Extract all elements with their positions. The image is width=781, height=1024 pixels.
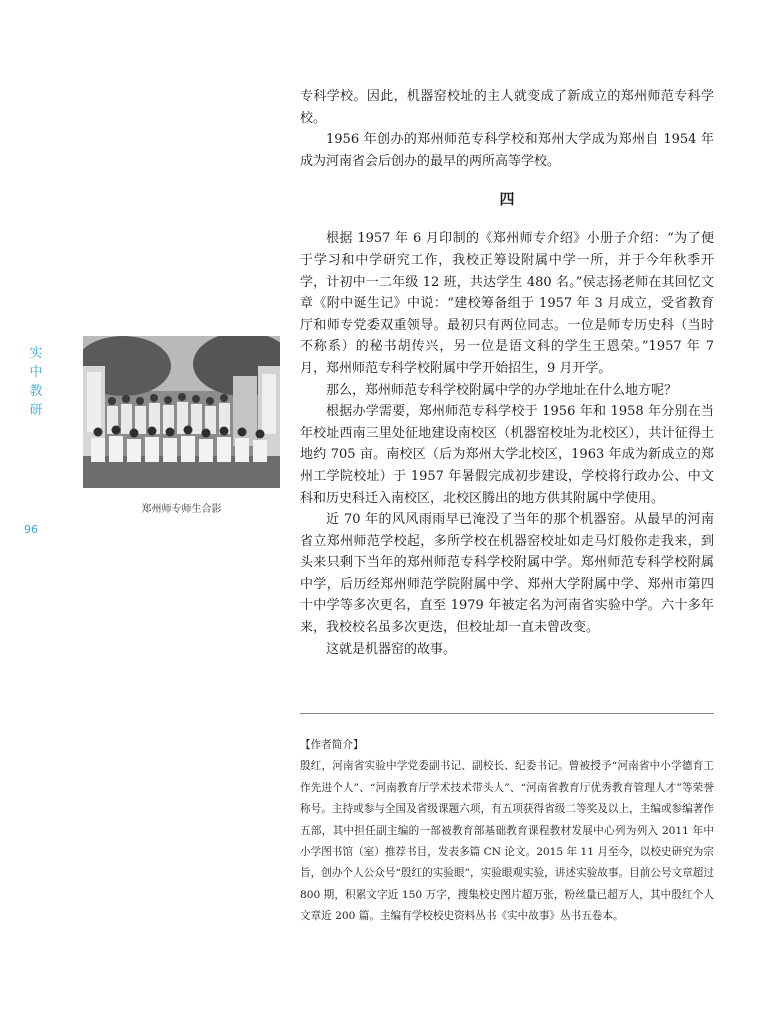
page-number: 96 — [24, 523, 38, 536]
author-divider — [300, 713, 714, 714]
paragraph-5: 根据办学需要，郑州师范专科学校于 1956 年和 1958 年分别在当年校址西南三里处征地建设南校区（机器窑校址为北校区），共计征得土地约 705 亩。南校区（后为郑州大学北校区，1963 年成为新成立的郑州工学院校址）于 1957 年暑假完成初步建设，学校将行政办公、中文科和历史科迁入南校区，北校区腾出的地方供其附属中学使用。 — [300, 404, 714, 506]
group-photo — [83, 336, 280, 488]
paragraph-1: 专科学校。因此，机器窑校址的主人就变成了新成立的郑州师范专科学校。 — [300, 89, 714, 126]
author-bio-text: 殷红，河南省实验中学党委副书记、副校长、纪委书记。曾被授予“河南省中小学德育工作先进个人”、“河南教育厅学术技术带头人”、“河南省教育厅优秀教育管理人才”等荣誉称号。主持或参与全国及省级课题六项，有五项获得省级二等奖及以上，主编或参编著作五部，其中担任副主编的一部被教育部基础教育课程教材发展中心列为列入 2011 年中小学图书馆（室）推荐书目，发表多篇 CN 论文。2015 年 11 月至今，以校史研究为宗旨，创办个人公众号“殷红的实验眼”，实验眼观实验，讲述实验故事。目前公号文章超过 800 期，积累文字近 150 万字，搜集校史图片超万张，粉丝量已超万人，其中殷红个人文章近 200 篇。主编有学校校史资料丛书《实中故事》丛书五卷本。 — [300, 760, 714, 923]
group-photo-image — [83, 336, 280, 488]
author-bio — [300, 735, 714, 928]
paragraph-7: 这就是机器窑的故事。 — [326, 641, 457, 657]
photo-caption: 郑州师专师生合影 — [141, 504, 222, 515]
paragraph-2: 1956 年创办的郑州师范专科学校和郑州大学成为郑州自 1954 年成为河南省会后创办的最早的两所高等学校。 — [300, 132, 714, 169]
side-label-text: 实 中 教 研 — [29, 346, 43, 418]
paragraph-4: 那么，郑州师范专科学校附属中学的办学地址在什么地方呢？ — [326, 382, 678, 398]
journal-side-label — [28, 344, 44, 420]
paragraph-6: 近 70 年的风风雨雨早已淹没了当年的那个机器窑。从最早的河南省立郑州师范学校起，多所学校在机器窑校址如走马灯般你走我来，到头来只剩下当年的郑州师范专科学校附属中学。郑州师范专科学校附属中学，后历经郑州师范学院附属中学、郑州大学附属中学、郑州市第四十中学等多次更名，直至 1979 年被定名为河南省实验中学。六十多年来，我校校名虽多次更迭，但校址却一直未曾改变。 — [300, 512, 714, 636]
paragraph-3: 根据 1957 年 6 月印制的《郑州师专介绍》小册子介绍：“为了便于学习和中学研究工作，我校正筹设附属中学一所，并于今年秋季开学，计初中一二年级 12 班，共达学生 480 名。”侯志扬老师在其回忆文章《附中诞生记》中说：“建校筹备组于 1957 年 3 月成立，受省教育厅和师专党委双重领导。最初只有两位同志。一位是师专历史科（当时不称系）的秘书胡传兴，另一位是语文科的学生王恩荣。”1957 年 7 月，郑州师范专科学校附属中学开始招生，9 月开学。 — [300, 231, 714, 376]
author-bio-heading: 【作者简介】 — [300, 739, 364, 751]
section-heading: 四 — [499, 190, 515, 209]
article-body — [300, 86, 714, 660]
